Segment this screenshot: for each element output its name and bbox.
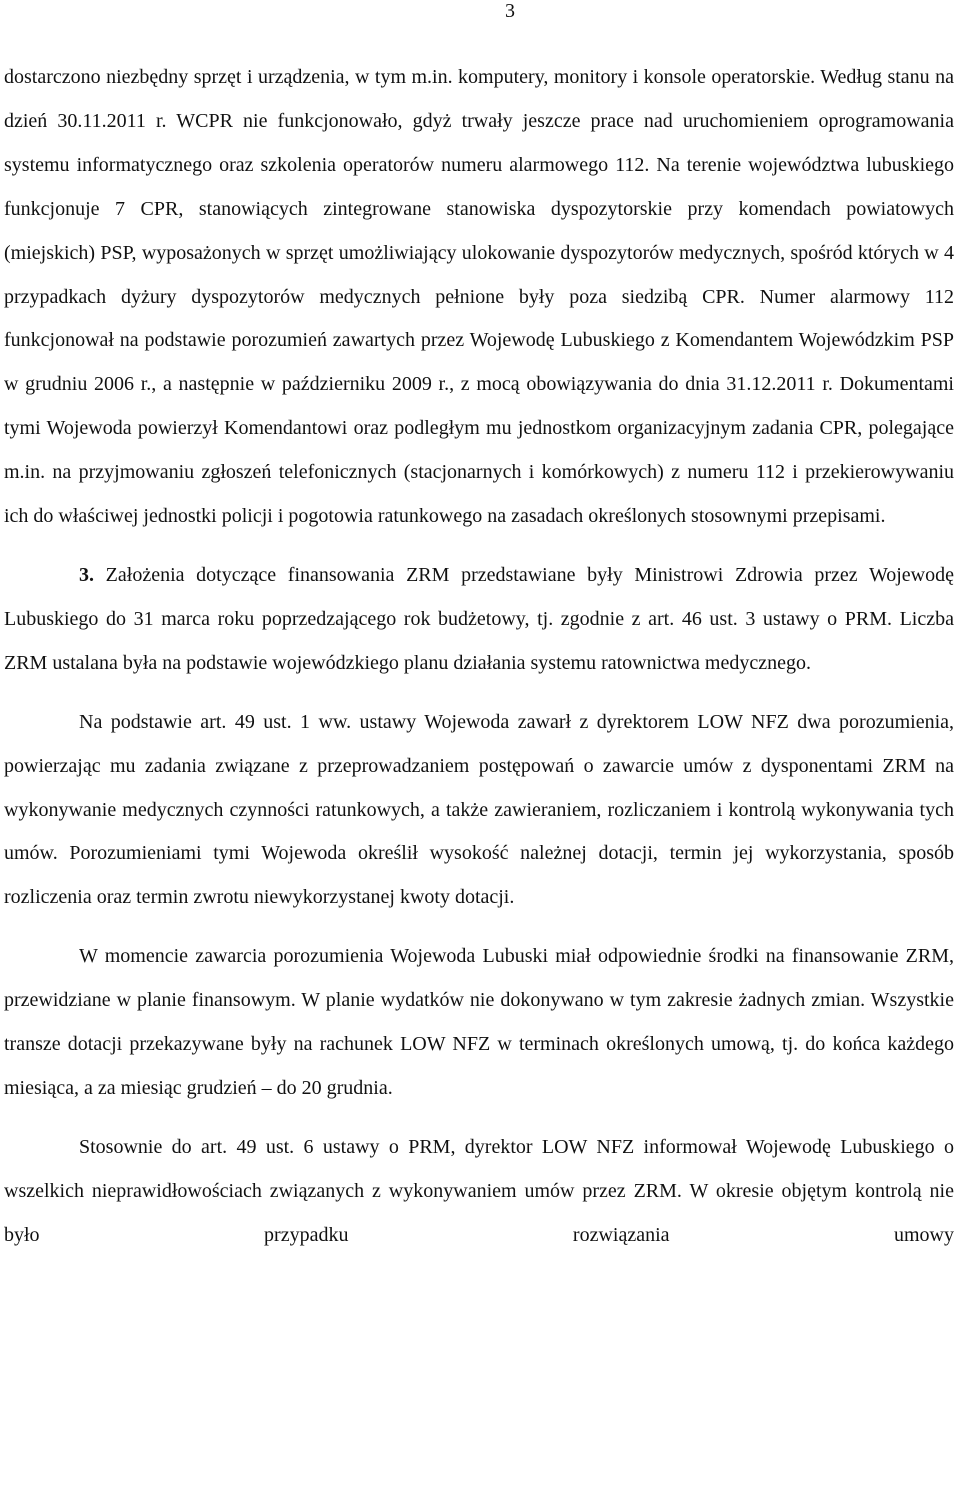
document-body	[4, 56, 954, 1258]
section-number: 3.	[79, 563, 94, 586]
paragraph-gap	[4, 686, 954, 701]
paragraph-zrm-financing-text: Założenia dotyczące finansowania ZRM przedstawiane były Ministrowi Zdrowia przez Wojewodę Lubuskiego do 31 marca roku poprzedzającego rok budżetowy, tj. zgodnie z art. 46 ust. 3 ustawy o PRM. Liczba ZRM ustalana była na podstawie wojewódzkiego planu działania systemu ratownictwa medycznego.	[4, 563, 954, 674]
paragraph-zrm-financing	[4, 554, 954, 686]
paragraph-gap	[4, 920, 954, 935]
page-number: 3	[505, 0, 515, 22]
paragraph-cpr-status: dostarczono niezbędny sprzęt i urządzenia, w tym m.in. komputery, monitory i konsole operatorskie. Według stanu na dzień 30.11.2011 r. WCPR nie funkcjonowało, gdyż trwały jeszcze prace nad uruchomieniem oprogramowania systemu informatycznego oraz szkolenia operatorów numeru alarmowego 112. Na terenie województwa lubuskiego funkcjonuje 7 CPR, stanowiących zintegrowane stanowiska dyspozytorskie przy komendach powiatowych (miejskich) PSP, wyposażonych w sprzęt umożliwiający ulokowanie dyspozytorów medycznych, spośród których w 4 przypadkach dyżury dyspozytorów medycznych pełnione były poza siedzibą CPR. Numer alarmowy 112 funkcjonował na podstawie porozumień zawartych przez Wojewodę Lubuskiego z Komendantem Wojewódzkim PSP w grudniu 2006 r., a następnie w październiku 2009 r., z mocą obowiązywania do dnia 31.12.2011 r. Dokumentami tymi Wojewoda powierzył Komendantowi oraz podległym mu jednostkom organizacyjnym zadania CPR, polegające m.in. na przyjmowaniu zgłoszeń telefonicznych (stacjonarnych i komórkowych) z numeru 112 i przekierowywaniu ich do właściwej jednostki policji i pogotowia ratunkowego na zasadach określonych stosownymi przepisami.	[4, 66, 954, 528]
paragraph-agreements: Na podstawie art. 49 ust. 1 ww. ustawy Wojewoda zawarł z dyrektorem LOW NFZ dwa porozumienia, powierzając mu zadania związane z przeprowadzaniem postępowań o zawarcie umów z dysponentami ZRM na wykonywanie medycznych czynności ratunkowych, a także zawieraniem, rozliczaniem i kontrolą wykonywania tych umów. Porozumieniami tymi Wojewoda określił wysokość należnej dotacji, termin jej wykorzystania, sposób rozliczenia oraz termin zwrotu niewykorzystanej kwoty dotacji.	[4, 710, 954, 909]
paragraph-gap	[4, 1111, 954, 1126]
paragraph-reporting: Stosownie do art. 49 ust. 6 ustawy o PRM, dyrektor LOW NFZ informował Wojewodę Lubuskiego o wszelkich nieprawidłowościach związanych z wykonywaniem umów przez ZRM. W okresie objętym kontrolą nie było przypadku rozwiązania umowy	[4, 1135, 954, 1246]
paragraph-funds: W momencie zawarcia porozumienia Wojewoda Lubuski miał odpowiednie środki na finansowanie ZRM, przewidziane w planie finansowym. W planie wydatków nie dokonywano w tym zakresie żadnych zmian. Wszystkie transze dotacji przekazywane były na rachunek LOW NFZ w terminach określonych umową, tj. do końca każdego miesiąca, a za miesiąc grudzień – do 20 grudnia.	[4, 945, 954, 1099]
paragraph-gap	[4, 539, 954, 554]
